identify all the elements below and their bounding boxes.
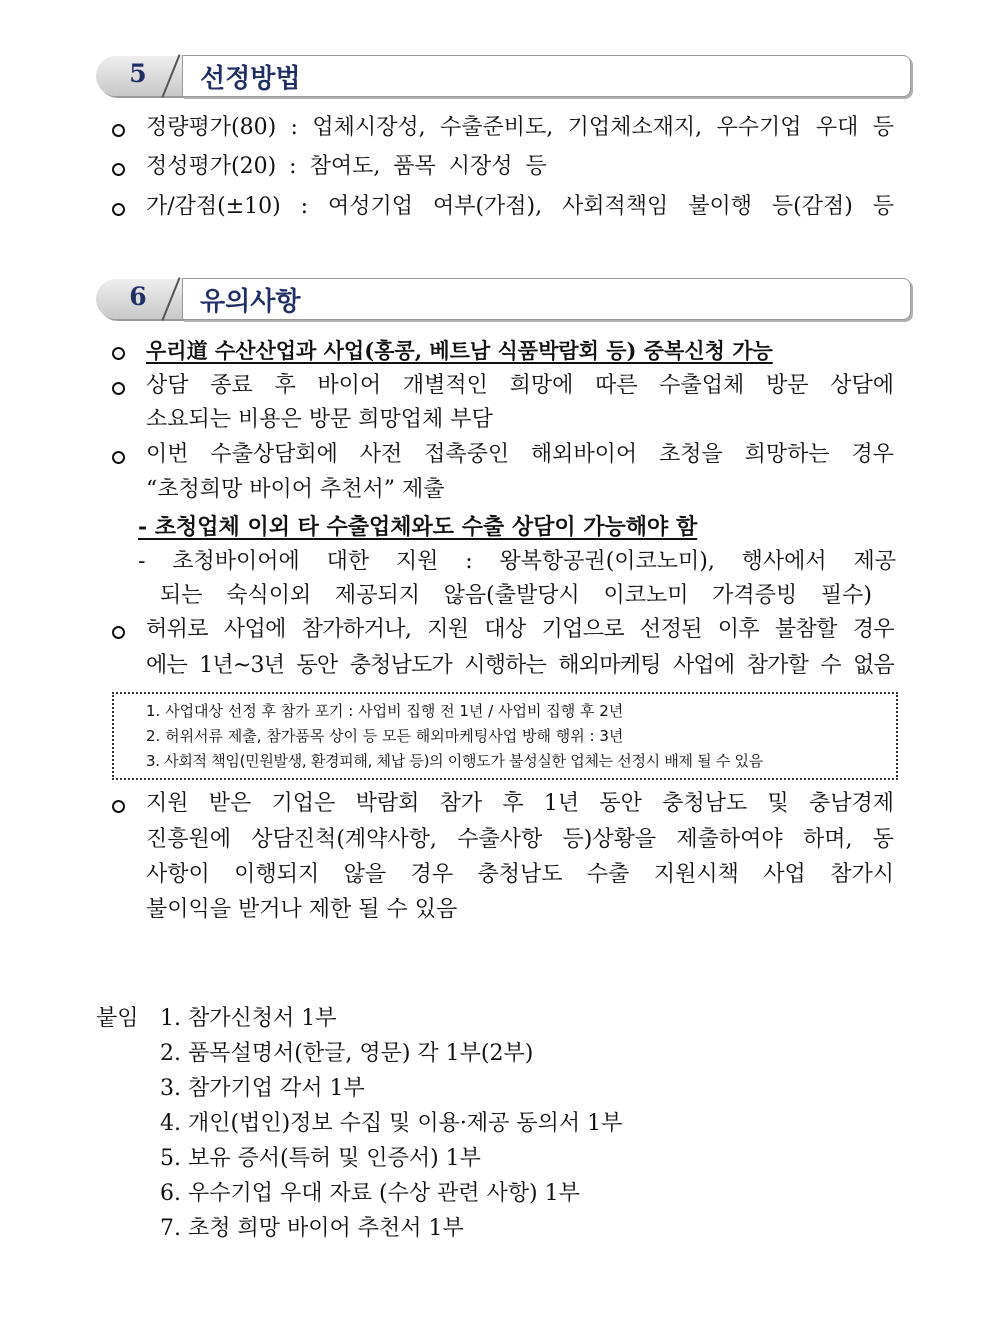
section-title: 유의사항 <box>200 287 301 317</box>
attachment-item: 1. 참가신청서 1부 <box>160 1006 337 1031</box>
invite-sub-item-2-line2: 되는 숙식이외 제공되지 않음(출발당시 이코노미 가격증빙 필수) <box>160 583 872 608</box>
section-5-header <box>96 55 911 97</box>
bullet-icon <box>112 203 125 216</box>
caution-item-report-line3: 사항이 이행되지 않을 경우 충청남도 수출 지원시책 사업 참가시 <box>146 862 894 887</box>
attachment-item: 2. 품목설명서(한글, 영문) 각 1부(2부) <box>160 1041 534 1066</box>
caution-item-penalty-line2: 에는 1년~3년 동안 충청남도가 시행하는 해외마케팅 사업에 참가할 수 없음 <box>146 653 894 678</box>
attachment-item: 5. 보유 증서(특허 및 인증서) 1부 <box>160 1146 481 1171</box>
caution-item-report-line2: 진흥원에 상담진척(계약사항, 수출사항 등)상황을 제출하여야 하며, 동 <box>146 827 894 852</box>
bullet-icon <box>112 347 125 360</box>
bullet-icon <box>112 626 125 639</box>
invite-sub-item-2-line1: - 초청바이어에 대한 지원 : 왕복항공권(이코노미), 행사에서 제공 <box>138 549 896 574</box>
penalty-note-box <box>112 692 898 780</box>
section-number: 5 <box>129 59 147 88</box>
caution-item-invite-line1: 이번 수출상담회에 사전 접촉중인 해외바이어 초청을 희망하는 경우 <box>146 442 894 467</box>
bullet-icon <box>112 800 125 813</box>
caution-item-invite-line2: “초청희망 바이어 추천서” 제출 <box>146 477 445 502</box>
bullet-icon <box>112 382 125 395</box>
penalty-note-2: 2. 허위서류 제출, 참가품목 상이 등 모든 해외마케팅사업 방해 행위 : 3년 <box>146 727 624 745</box>
section-6-header <box>96 278 911 320</box>
caution-item-penalty-line1: 허위로 사업에 참가하거나, 지원 대상 기업으로 선정된 이후 불참할 경우 <box>146 617 894 642</box>
caution-item-visit-line1: 상담 종료 후 바이어 개별적인 희망에 따른 수출업체 방문 상담에 <box>146 373 894 398</box>
invite-sub-item-1: - 초청업체 이외 타 수출업체와도 수출 상담이 가능해야 함 <box>138 514 698 540</box>
bullet-icon <box>112 451 125 464</box>
selection-item-1: 정량평가(80) : 업체시장성, 수출준비도, 기업체소재지, 우수기업 우대 등 <box>146 115 894 140</box>
selection-item-2: 정성평가(20) : 참여도, 품목 시장성 등 <box>146 154 547 179</box>
section-title: 선정방법 <box>200 64 301 94</box>
caution-item-report-line1: 지원 받은 기업은 박람회 참가 후 1년 동안 충청남도 및 충남경제 <box>146 791 894 816</box>
bullet-icon <box>112 163 125 176</box>
caution-item-report-line4: 불이익을 받거나 제한 될 수 있음 <box>146 897 458 922</box>
caution-item-duplicate: 우리道 수산산업과 사업(홍콩, 베트남 식품박람회 등) 중복신청 가능 <box>146 338 773 363</box>
selection-item-3: 가/감점(±10) : 여성기업 여부(가점), 사회적책임 불이행 등(감점) 등 <box>146 194 894 219</box>
caution-item-visit-line2: 소요되는 비용은 방문 희망업체 부담 <box>146 407 493 432</box>
penalty-note-1: 1. 사업대상 선정 후 참가 포기 : 사업비 집행 전 1년 / 사업비 집행 후 2년 <box>146 702 624 720</box>
attachment-item: 6. 우수기업 우대 자료 (수상 관련 사항) 1부 <box>160 1181 580 1206</box>
attachment-item: 3. 참가기업 각서 1부 <box>160 1076 365 1101</box>
attachments-label: 붙임 <box>96 1006 139 1031</box>
penalty-note-3: 3. 사회적 책임(민원발생, 환경피해, 체납 등)의 이행도가 불성실한 업체는 선정시 배제 될 수 있음 <box>146 752 763 770</box>
section-number: 6 <box>129 282 147 311</box>
attachment-item: 7. 초청 희망 바이어 추천서 1부 <box>160 1216 464 1241</box>
attachment-item: 4. 개인(법인)정보 수집 및 이용·제공 동의서 1부 <box>160 1111 623 1136</box>
bullet-icon <box>112 124 125 137</box>
